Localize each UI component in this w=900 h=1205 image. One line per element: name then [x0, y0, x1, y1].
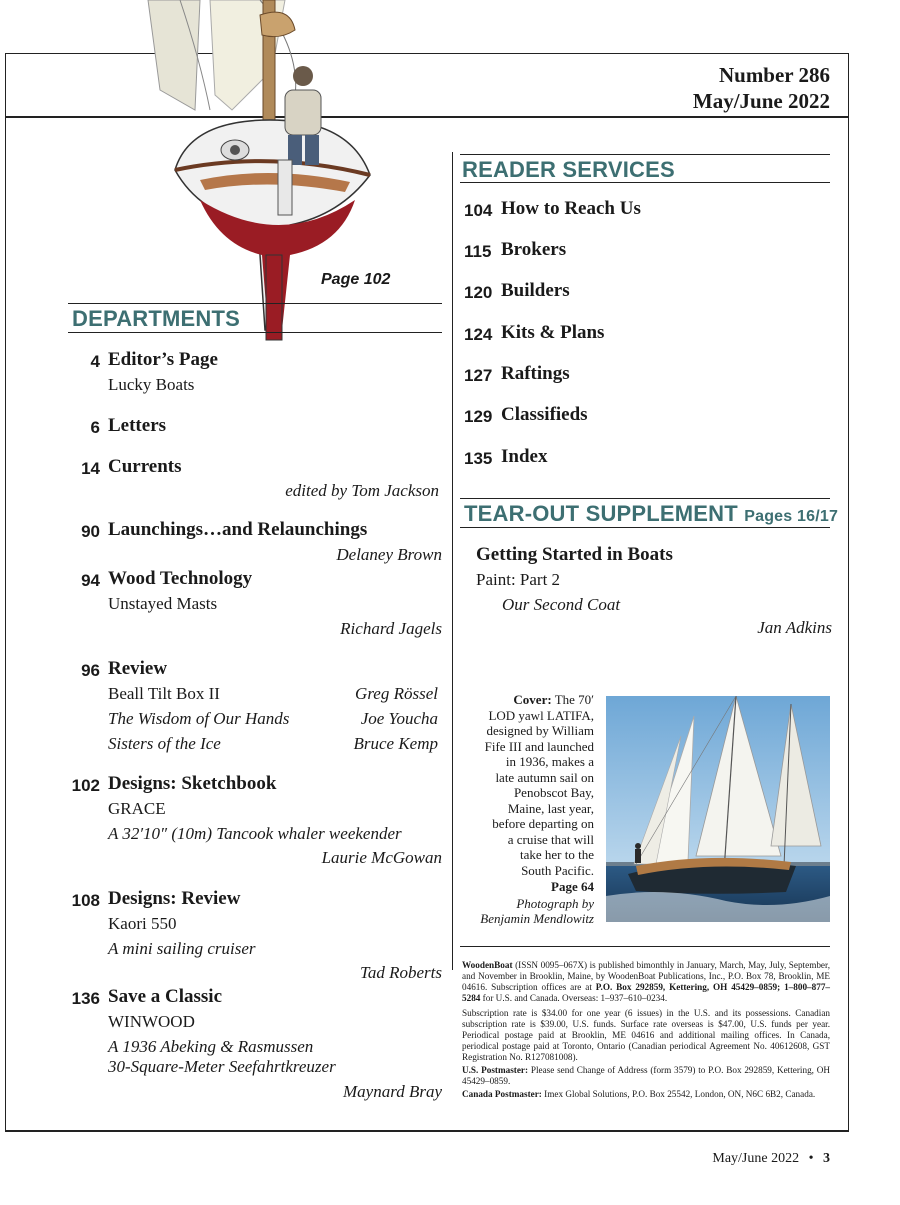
departments-rule-bottom [68, 332, 442, 333]
service-title: Kits & Plans [501, 322, 605, 343]
cover-line: Maine, last year, [507, 800, 594, 816]
dept-author: edited by Tom Jackson [285, 481, 439, 500]
publication-text: for U.S. and Canada. Overseas: 1–937–610–0234. [480, 993, 668, 1003]
cover-caption [459, 692, 594, 927]
dept-page-number: 4 [90, 352, 100, 371]
supplement-rule-top [460, 498, 830, 499]
service-title: Raftings [501, 363, 570, 384]
publication-text: (ISSN 0095–067X) is published bimonthly in January, March, May, July, September, and November in Brooklin, Maine, by WoodenBoat Publications, Inc., P.O. Box 78, Brooklin, ME 04616. Subscription offices are at [462, 960, 830, 992]
issue-info [693, 62, 830, 114]
canada-postmaster [462, 1089, 830, 1100]
dept-subtitle: Kaori 550 [108, 914, 177, 933]
service-page-number: 120 [464, 283, 493, 302]
service-title: Brokers [501, 239, 567, 260]
service-title: Index [501, 446, 548, 467]
header-rule [5, 116, 848, 118]
service-page-number: 104 [464, 201, 493, 220]
canada-postmaster-text: Imex Global Solutions, P.O. Box 25542, London, ON, N6C 6B2, Canada. [541, 1089, 816, 1099]
supplement-rule-bottom [460, 527, 830, 528]
dept-page-number: 108 [71, 891, 100, 910]
dept-title: Designs: Sketchbook [108, 773, 277, 794]
dept-description: A 32′10″ (10m) Tancook whaler weekender [108, 824, 402, 843]
service-page-number: 129 [464, 407, 493, 426]
subscription-address: P.O. Box 292859, Kettering, OH 45429–0859; 1–800–877–5284 [462, 982, 831, 1003]
service-title: Builders [501, 280, 570, 301]
us-postmaster-text: Please send Change of Address (form 3579) to P.O. Box 292859, Kettering, OH 45429–0859. [462, 1065, 831, 1086]
service-page-number: 127 [464, 366, 493, 385]
dept-subtitle: GRACE [108, 799, 166, 818]
cover-page: Page 64 [551, 879, 594, 894]
review-reviewer: Bruce Kemp [353, 734, 438, 753]
subscription-rates: Subscription rate is $34.00 for one year (6 issues) in the U.S. and its possessions. Canadian subscription rate is $39.00, U.S. funds. Surface rate overseas is $47.00, U.S. funds per year. Periodical postage paid at Brooklin, ME 04616 and additional mailing offices. In Canada, periodical postage paid at Toronto, Ontario (Canadian periodical Agreement No. 40612608, GST Registration No. R127081008). [462, 1008, 830, 1062]
photo-caption: Page 102 [321, 271, 391, 288]
footer-bullet: • [808, 1151, 814, 1166]
dept-page-number: 90 [81, 522, 100, 541]
column-divider [452, 152, 453, 970]
dept-page-number: 14 [81, 459, 100, 478]
cover-label: Cover: [513, 692, 552, 707]
page-footer [712, 1151, 830, 1167]
dept-page-number: 96 [81, 661, 100, 680]
us-postmaster-label: U.S. Postmaster: [462, 1065, 529, 1075]
dept-title: Wood Technology [108, 568, 253, 589]
dept-author: Tad Roberts [359, 963, 442, 982]
reader-services-rule-top [460, 154, 830, 155]
sailboat-illustration [140, 0, 380, 350]
dept-subtitle: Lucky Boats [108, 375, 195, 394]
footer-date: May/June 2022 [712, 1151, 800, 1166]
dept-description: A mini sailing cruiser [108, 939, 256, 958]
dept-page-number: 6 [90, 418, 100, 437]
issue-number: Number 286 [718, 63, 830, 87]
supplement-description: Our Second Coat [502, 595, 621, 614]
departments-heading: DEPARTMENTS [72, 306, 241, 331]
service-page-number: 115 [464, 242, 492, 261]
dept-description: A 1936 Abeking & Rasmussen [108, 1037, 314, 1056]
issue-date: May/June 2022 [692, 89, 830, 113]
fineprint-rule [460, 946, 830, 947]
dept-author: Laurie McGowan [321, 848, 442, 867]
dept-title: Currents [108, 456, 182, 477]
dept-page-number: 102 [71, 776, 100, 795]
cover-line: The 70′ [554, 692, 594, 707]
dept-title: Editor’s Page [108, 349, 218, 370]
review-reviewer: Joe Youcha [360, 709, 438, 728]
brand-name: WoodenBoat [462, 960, 513, 970]
dept-author: Richard Jagels [340, 619, 442, 638]
supplement-subtitle: Paint: Part 2 [476, 570, 561, 589]
reader-services-heading: READER SERVICES [462, 157, 675, 182]
cover-photo [606, 696, 830, 922]
review-work: The Wisdom of Our Hands [108, 709, 290, 728]
footer-page-number: 3 [823, 1151, 830, 1166]
departments-rule-top [68, 303, 442, 304]
service-page-number: 135 [464, 449, 493, 468]
cover-line: a cruise that will [507, 831, 594, 847]
cover-line: Fife III and launched [484, 738, 594, 754]
dept-description: 30-Square-Meter Seefahrtkreuzer [108, 1057, 336, 1076]
dept-subtitle: Unstayed Masts [108, 594, 218, 613]
dept-author: Maynard Bray [343, 1082, 442, 1101]
supplement-pages: Pages 16/17 [744, 508, 839, 525]
reader-services-rule-bottom [460, 182, 830, 183]
dept-title: Letters [108, 415, 167, 436]
cover-line: before departing on [492, 816, 594, 831]
dept-title: Designs: Review [108, 888, 241, 909]
supplement-heading [464, 501, 838, 527]
canada-postmaster-label: Canada Postmaster: [462, 1089, 542, 1099]
cover-credit: Photograph by [516, 895, 594, 911]
review-work: Sisters of the Ice [108, 734, 221, 753]
dept-page-number: 94 [81, 571, 100, 590]
supplement-title: TEAR-OUT SUPPLEMENT [464, 501, 738, 526]
publication-info [462, 960, 830, 1004]
dept-title: Review [108, 658, 168, 679]
cover-line: South Pacific. [521, 862, 594, 878]
dept-title: Save a Classic [108, 986, 222, 1007]
dept-subtitle: WINWOOD [108, 1012, 195, 1031]
cover-line: Penobscot Bay, [513, 785, 594, 800]
cover-line: in 1936, makes a [505, 754, 594, 769]
cover-line: late autumn sail on [495, 769, 594, 785]
service-title: Classifieds [501, 404, 588, 425]
dept-page-number: 136 [71, 989, 100, 1008]
service-title: How to Reach Us [501, 198, 641, 219]
us-postmaster [462, 1065, 830, 1087]
dept-author: Delaney Brown [336, 545, 442, 564]
supplement-author: Jan Adkins [757, 618, 832, 637]
cover-line: designed by William [486, 723, 594, 738]
review-work: Beall Tilt Box II [108, 684, 220, 703]
service-page-number: 124 [464, 325, 493, 344]
cover-line: take her to the [520, 847, 594, 862]
cover-photographer: Benjamin Mendlowitz [480, 911, 594, 926]
cover-line: LOD yawl LATIFA, [488, 707, 594, 723]
review-reviewer: Greg Rössel [355, 684, 438, 703]
supplement-article-title: Getting Started in Boats [476, 544, 673, 565]
dept-title: Launchings…and Relaunchings [108, 519, 368, 540]
